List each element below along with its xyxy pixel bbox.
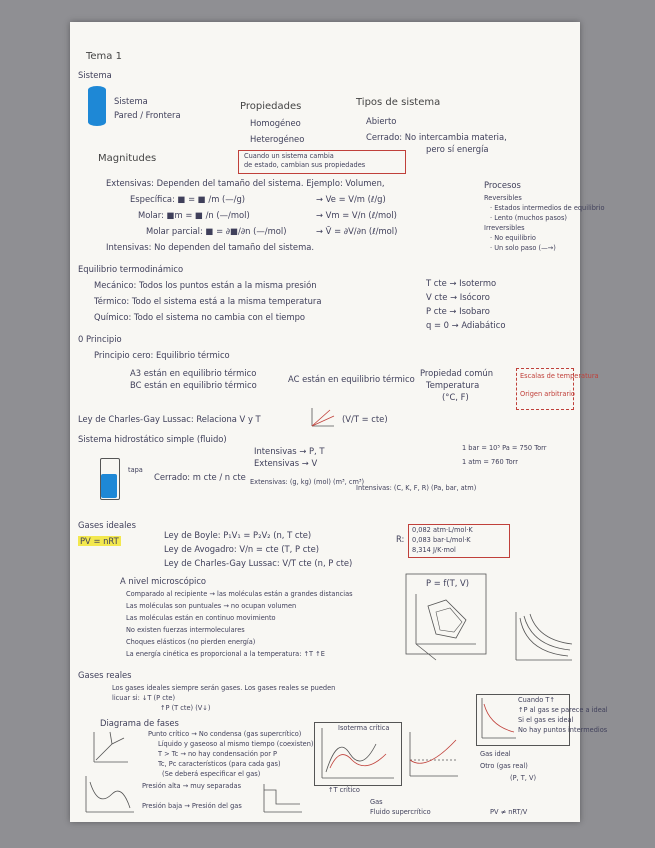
phase-diagram-small	[90, 730, 130, 766]
micro-2: Las moléculas son puntuales → no ocupan volumen	[126, 602, 297, 610]
tcpc-line: Tc, Pc característicos (para cada gas)	[158, 760, 281, 768]
presion-alta: Presión alta → muy separadas	[142, 782, 242, 790]
intensivas-text: Intensivas: No dependen del tamaño del sistema.	[106, 242, 315, 252]
pv-small-graph	[82, 774, 136, 816]
propiedades-title: Propiedades	[240, 101, 302, 112]
hidro-var-1: Intensivas → P, T	[254, 446, 325, 456]
principio-heading: 0 Principio	[78, 334, 122, 344]
system-cylinder-icon	[88, 86, 106, 126]
ley-charles: Ley de Charles-Gay Lussac: V/T cte (n, P cte)	[164, 558, 353, 568]
hidrostatico-heading: Sistema hidrostático simple (fluido)	[78, 434, 227, 444]
magnitudes-note-1: Cuando un sistema cambia	[244, 152, 334, 160]
procesos-item-1: Reversibles	[484, 194, 522, 202]
procesos-title: Procesos	[484, 180, 521, 190]
reales-text-2: licuar si: ↓T (P cte)	[112, 694, 176, 702]
escalas-1: Escalas de temperatura	[520, 372, 599, 380]
principio-c: AC están en equilibrio térmico	[288, 374, 415, 384]
tc-line: T > Tc → no hay condensación por P	[158, 750, 278, 758]
propiedad-1: Propiedad común	[420, 368, 494, 378]
gas-label: Gas	[370, 798, 383, 806]
diagrama-fases: Diagrama de fases	[100, 718, 179, 728]
propiedad-3: (°C, F)	[442, 392, 469, 402]
molar-equation: → Vm = V/n (ℓ/mol)	[316, 210, 397, 220]
equilibrio-heading: Equilibrio termodinámico	[78, 264, 184, 274]
sistema-item-1: Sistema	[114, 96, 148, 106]
pfunc-label: P = f(T, V)	[426, 578, 470, 588]
charles-text: Ley de Charles-Gay Lussac: Relaciona V y T	[78, 414, 261, 424]
molar-text: Molar: ■m = ■ /n (—/mol)	[138, 210, 250, 220]
ley-avogadro: Ley de Avogadro: V/n = cte (T, P cte)	[164, 544, 320, 554]
tc2-line: (Se deberá especificar el gas)	[162, 770, 261, 778]
micro-3: Las moléculas están en continuo movimiento	[126, 614, 276, 622]
notes-sheet	[70, 22, 608, 822]
parcial-equation: → V̄ = ∂V/∂n (ℓ/mol)	[316, 226, 398, 236]
magnitudes-note-2: de estado, cambian sus propiedades	[244, 161, 366, 169]
extensivas-text: Extensivas: Dependen del tamaño del sistema. Ejemplo: Volumen,	[106, 178, 385, 188]
micro-1: Comparado al recipiente → las moléculas están a grandes distancias	[126, 590, 353, 598]
proceso-isobaro: P cte → Isobaro	[426, 306, 490, 316]
procesos-item-2: · Estados intermedios de equilibrio	[490, 204, 605, 212]
fluid-icon	[101, 474, 117, 498]
equilibrio-termico: Térmico: Todo el sistema está a la misma temperatura	[94, 296, 322, 306]
especifica-text: Específica: ■ = ■ /m (—/g)	[130, 194, 246, 204]
conv-2: 1 atm = 760 Torr	[462, 458, 518, 466]
tc-graph-label: ↑T crítico	[328, 786, 360, 794]
procesos-item-3: · Lento (muchos pasos)	[490, 214, 567, 222]
gases-heading: Gases ideales	[78, 520, 136, 530]
page-title: Tema 1	[86, 51, 122, 62]
r-value-1: 0,082 atm·L/mol·K	[412, 526, 473, 534]
reales-heading: Gases reales	[78, 670, 132, 680]
presion-baja: Presión baja → Presión del gas	[142, 802, 242, 810]
tapa-label: tapa	[128, 466, 143, 474]
sistema-item-2: Pared / Frontera	[114, 110, 181, 120]
ley-boyle: Ley de Boyle: P₁V₁ = P₂V₂ (n, T cte)	[164, 530, 312, 540]
proceso-adiabatico: q = 0 → Adiabático	[426, 320, 506, 330]
hidro-var-2: Extensivas → V	[254, 458, 318, 468]
escalas-2: Origen arbitrario	[520, 390, 575, 398]
t-alto-4: No hay puntos intermedios	[518, 726, 608, 734]
hidro-cerrado: Cerrado: m cte / n cte	[154, 472, 246, 482]
charles-mini-graph	[310, 406, 336, 428]
especifica-equation: → Ve = V/m (ℓ/g)	[316, 194, 386, 204]
reales-text-3: ↑P (T cte) (V↓)	[160, 704, 211, 712]
sistema-heading: Sistema	[78, 70, 112, 80]
tipos-item-3: pero sí energía	[426, 144, 489, 154]
proceso-isotermo: T cte → Isotermo	[426, 278, 497, 288]
fluido-1: Fluido supercrítico	[370, 808, 431, 816]
equilibrio-mecanico: Mecánico: Todos los puntos están a la misma presión	[94, 280, 317, 290]
tipos-item-2: Cerrado: No intercambia materia,	[366, 132, 507, 142]
reales-text-1: Los gases ideales siempre serán gases. Los gases reales se pueden	[112, 684, 336, 692]
pv-nrt: PV = nRT	[80, 536, 119, 546]
ideal-vs-real-graph	[406, 730, 460, 780]
micro-6: La energía cinética es proporcional a la temperatura: ↑T ↑E	[126, 650, 325, 658]
conv-1: 1 bar = 10⁵ Pa = 750 Torr	[462, 444, 547, 452]
r-value-2: 0,083 bar·L/mol·K	[412, 536, 471, 544]
procesos-item-5: · No equilibrio	[490, 234, 536, 242]
micro-title: A nivel microscópico	[120, 576, 207, 586]
r-value-3: 8,314 J/K·mol	[412, 546, 456, 554]
t-alto-1: Cuando T↑	[518, 696, 555, 704]
charles-frac: (V/T = cte)	[342, 414, 388, 424]
principio-b: BC están en equilibrio térmico	[130, 380, 257, 390]
gas-real-label: Otro (gas real)	[480, 762, 528, 770]
pv-label: PV ≠ nRT/V	[490, 808, 528, 816]
t-alto-graph	[478, 696, 518, 742]
propiedad-2: Temperatura	[426, 380, 480, 390]
r-label: R:	[396, 534, 405, 544]
procesos-item-6: · Un solo paso (—→)	[490, 244, 556, 252]
isoterma-label: Isoterma crítica	[338, 724, 390, 732]
tipos-title: Tipos de sistema	[356, 97, 441, 108]
pvt-surface-diagram	[406, 574, 486, 664]
tipos-item-1: Abierto	[366, 116, 397, 126]
micro-5: Choques elásticos (no pierden energía)	[126, 638, 256, 646]
step-graph	[260, 782, 304, 816]
proceso-isocoro: V cte → Isócoro	[426, 292, 490, 302]
liquido-gas: Líquido y gaseoso al mismo tiempo (coexisten)	[158, 740, 314, 748]
magnitudes-heading: Magnitudes	[98, 153, 157, 164]
principio-a: A3 están en equilibrio térmico	[130, 368, 257, 378]
parcial-text: Molar parcial: ■ = ∂■/∂n (—/mol)	[146, 226, 287, 236]
hidro-extensivas: Extensivas: (g, kg) (mol) (m³, cm³)	[250, 478, 365, 486]
t-alto-3: Si el gas es ideal	[518, 716, 574, 724]
procesos-item-4: Irreversibles	[484, 224, 525, 232]
isoterma-graph	[316, 724, 398, 782]
equilibrio-quimico: Químico: Todo el sistema no cambia con el tiempo	[94, 312, 306, 322]
ptv-label: (P, T, V)	[510, 774, 537, 782]
propiedades-item-2: Heterogéneo	[250, 134, 305, 144]
isotherms-graph	[510, 608, 576, 666]
principio-line: Principio cero: Equilibrio térmico	[94, 350, 230, 360]
micro-4: No existen fuerzas intermoleculares	[126, 626, 245, 634]
t-alto-2: ↑P al gas se parece a ideal	[518, 706, 608, 714]
gas-ideal-label: Gas ideal	[480, 750, 511, 758]
punto-critico: Punto crítico → No condensa (gas supercrítico)	[148, 730, 302, 738]
propiedades-item-1: Homogéneo	[250, 118, 301, 128]
hidro-intensivas: Intensivas: (C, K, F, R) (Pa, bar, atm)	[356, 484, 477, 492]
